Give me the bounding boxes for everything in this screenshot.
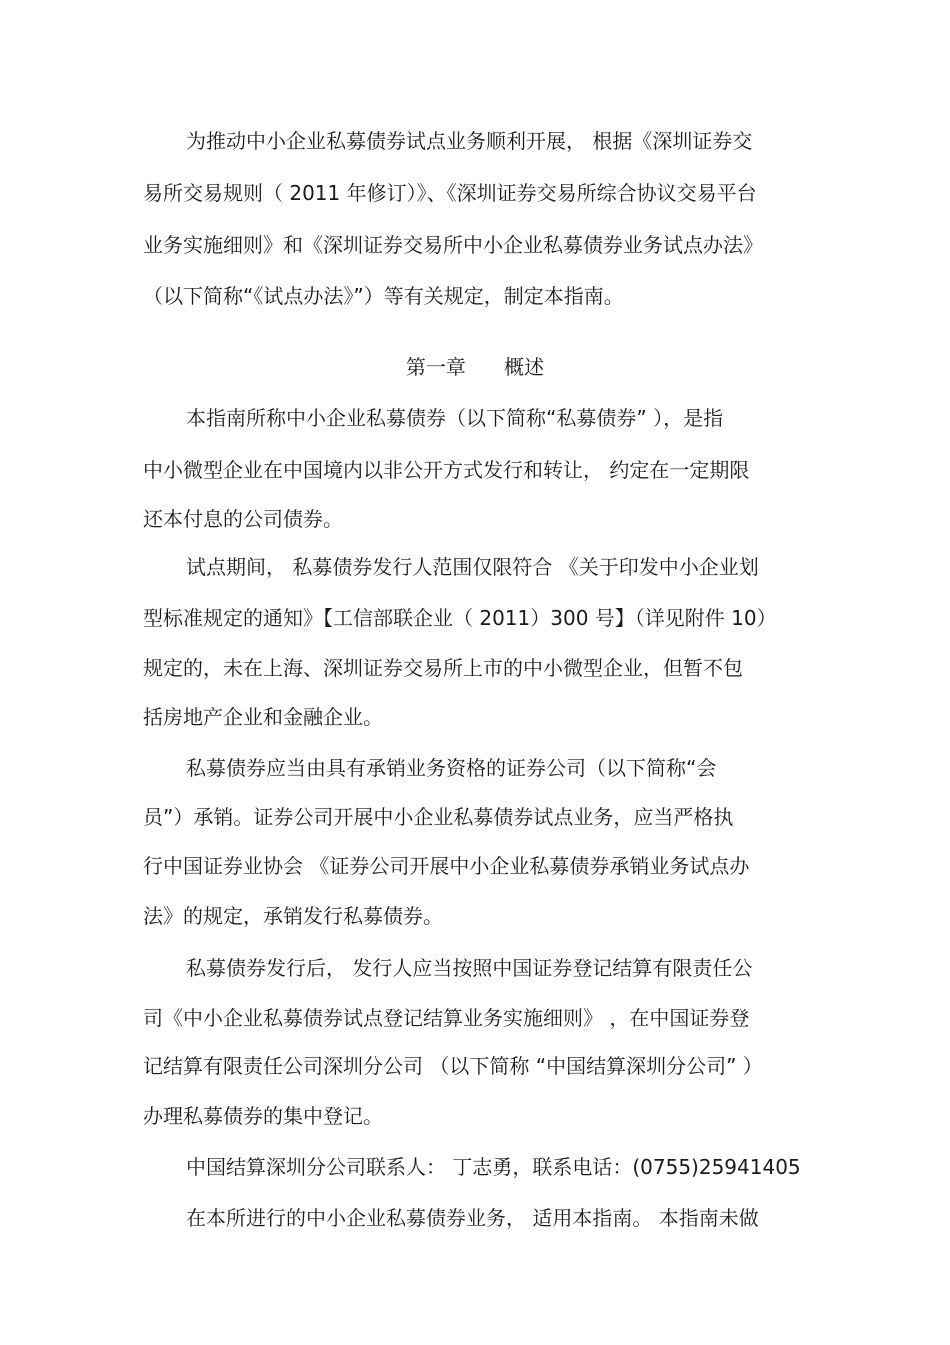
para3-line-4: 法》的规定，承销发行私募债券。 xyxy=(143,904,443,928)
para4-line-3: 记结算有限责任公司深圳分公司 （以下简称 “中国结算深圳分公司” ） xyxy=(143,1054,763,1078)
para2-line-2: 型标准规定的通知》【工信部联企业（ 2011）300 号】（详见附件 10） xyxy=(143,606,777,630)
contact-line: 中国结算深圳分公司联系人： 丁志勇，联系电话：(0755)25941405 xyxy=(186,1155,801,1179)
para3-line-2: 员”）承销。证券公司开展中小企业私募债券试点业务，应当严格执 xyxy=(143,805,734,829)
para6-line-1: 在本所进行的中小企业私募债券业务， 适用本指南。 本指南未做 xyxy=(186,1206,759,1230)
intro-line-1: 为推动中小企业私募债券试点业务顺利开展， 根据《深圳证券交 xyxy=(186,129,753,153)
para2-line-4: 括房地产企业和金融企业。 xyxy=(143,705,383,729)
intro-line-3: 业务实施细则》和《深圳证券交易所中小企业私募债券业务试点办法》 xyxy=(143,233,763,257)
para2-line-3: 规定的，未在上海、深圳证券交易所上市的中小微型企业，但暂不包 xyxy=(143,656,743,680)
para4-line-1: 私募债券发行后， 发行人应当按照中国证券登记结算有限责任公 xyxy=(186,956,753,980)
para1-line-3: 还本付息的公司债券。 xyxy=(143,507,343,531)
intro-line-4: （以下简称“《试点办法》”）等有关规定，制定本指南。 xyxy=(143,284,624,308)
chapter-heading: 第一章 概述 xyxy=(405,355,545,379)
para3-line-3: 行中国证券业协会 《证券公司开展中小企业私募债券承销业务试点办 xyxy=(143,854,750,878)
para4-line-4: 办理私募债券的集中登记。 xyxy=(143,1104,383,1128)
para1-line-2: 中小微型企业在中国境内以非公开方式发行和转让， 约定在一定期限 xyxy=(143,458,750,482)
para3-line-1: 私募债券应当由具有承销业务资格的证券公司（以下简称“会 xyxy=(186,756,717,780)
para2-line-1: 试点期间， 私募债券发行人范围仅限符合 《关于印发中小企业划 xyxy=(186,555,759,579)
para1-line-1: 本指南所称中小企业私募债券（以下简称“私募债券” ），是指 xyxy=(186,406,724,430)
intro-line-2: 易所交易规则（ 2011 年修订）》、《深圳证券交易所综合协议交易平台 xyxy=(143,181,757,205)
para4-line-2: 司《中小企业私募债券试点登记结算业务实施细则》 ，在中国证券登 xyxy=(143,1006,750,1030)
